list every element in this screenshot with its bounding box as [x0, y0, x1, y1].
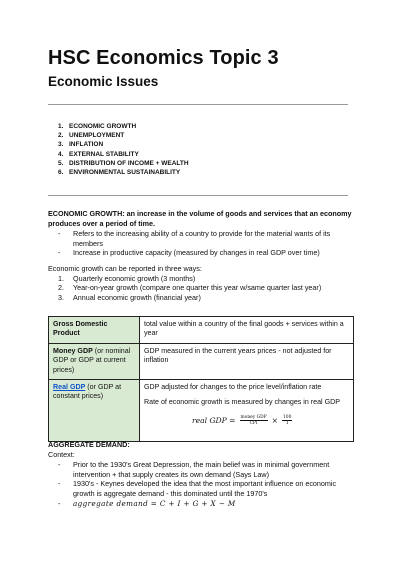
list-item: - Increase in productive capacity (measured by changes in real GDP over time) [58, 248, 353, 258]
table-cell-value: GDP adjusted for changes to the price level/inflation rate Rate of economic growth is measured by changes in real GDP real GDP = $\frac{\text{money GDP}}{\text{CPI}}$ × $\frac{100}{1}$ [140, 380, 354, 442]
table-row [49, 317, 354, 344]
aggregate-demand-formula: aggregate demand = C + I + G + X − M [73, 498, 236, 508]
real-gdp-link[interactable]: Real GDP [53, 383, 86, 392]
list-item: 2. Year-on-year growth (compare one quarter this year w/same quarter last year) [58, 283, 322, 293]
list-item [58, 499, 353, 509]
list-item: 1. Quarterly economic growth (3 months) [58, 273, 196, 283]
table-cell-label: Real GDP (or GDP at constant prices) [49, 380, 140, 442]
table-row [49, 343, 354, 379]
economic-growth-section [48, 209, 353, 302]
list-item: - Refers to the increasing ability of a country to provide for the material wants of its members [58, 229, 353, 248]
economic-growth-definition: ECONOMIC GROWTH: an increase in the volume of goods and services that an economy produces over a period of time. [48, 209, 352, 228]
table-cell-value: GDP measured in the current years prices - not adjusted for inflation [140, 343, 354, 379]
aggregate-bullets [58, 460, 353, 508]
toc-item: 5. DISTRIBUTION OF INCOME + WEALTH [58, 159, 189, 167]
growth-bullets [58, 229, 353, 258]
list-item: - 1930's - Keynes developed the idea that the most important influence on economic growth is aggregate demand - this dominated until the 1970's [58, 479, 353, 498]
list-item: - Prior to the 1930's Great Depression, the main belief was in minimal government intervention + that supply creates its own demand (Says Law) [58, 460, 353, 479]
context-label: Context: [48, 449, 75, 459]
aggregate-demand-section [48, 440, 353, 508]
divider-bottom [48, 195, 348, 196]
document-title: HSC Economics Topic 3 [48, 47, 279, 69]
reported-intro: Economic growth can be reported in three ways: [48, 263, 202, 273]
toc-item: 6. ENVIRONMENTAL SUSTAINABILITY [58, 169, 181, 177]
growth-ways-list [58, 274, 353, 303]
toc-item: 3. INFLATION [58, 141, 104, 149]
table-of-contents [58, 122, 189, 177]
document-subtitle: Economic Issues [48, 74, 159, 89]
table-row [49, 380, 354, 442]
table-cell-value: total value within a country of the final goods + services within a year [140, 317, 354, 344]
toc-item: 1. ECONOMIC GROWTH [58, 123, 137, 130]
table-cell-label: Gross Domestic Product [49, 317, 140, 344]
table-cell-label: Money GDP (or nominal GDP or GDP at current prices) [49, 343, 140, 379]
divider-top [48, 104, 348, 105]
aggregate-demand-heading: AGGREGATE DEMAND: [48, 440, 130, 449]
gdp-definitions-table [48, 316, 354, 442]
toc-item: 4. EXTERNAL STABILITY [58, 150, 139, 158]
list-item: 3. Annual economic growth (financial year) [58, 292, 201, 302]
toc-item: 2. UNEMPLOYMENT [58, 132, 125, 140]
real-gdp-formula: real GDP = $\frac{\text{money GDP}}{\text{CPI}}$ × $\frac{100}{1}$ [192, 414, 292, 426]
